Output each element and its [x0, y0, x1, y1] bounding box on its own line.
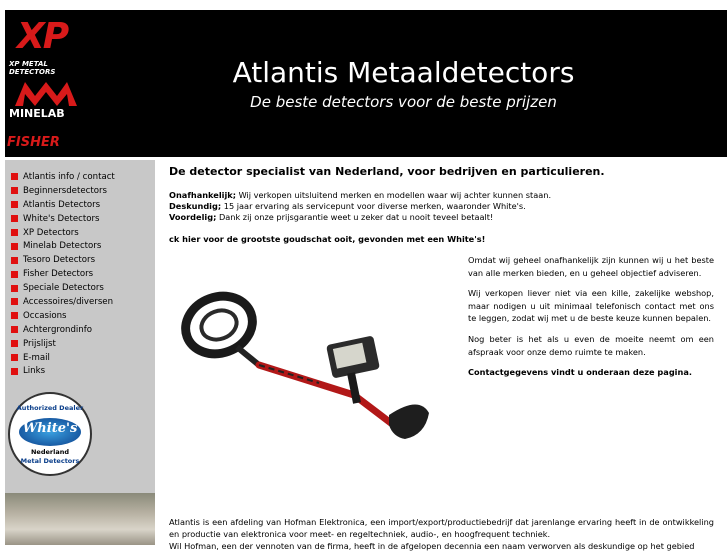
bullet-icon [11, 215, 18, 222]
bullet-icon [11, 312, 18, 319]
nav-item-label: Links [23, 366, 46, 377]
nav-item-atlantis-info[interactable] [5, 170, 155, 184]
nav-item-xp-detectors[interactable] [5, 226, 155, 240]
feature-text: Wij verkopen uitsluitend merken en modellen waar wij achter kunnen staan. [235, 190, 552, 200]
scrolling-marquee-link[interactable]: ck hier voor de grootste goudschat ooit, gevonden met een White's! [169, 234, 486, 244]
feature-text: 15 jaar ervaring als servicepunt voor diverse merken, waaronder White's. [221, 201, 526, 211]
minelab-m-icon [15, 82, 77, 106]
bullet-icon [11, 187, 18, 194]
bullet-icon [11, 285, 18, 292]
feature-term: Onafhankelijk; [169, 190, 236, 200]
nav-item-achtergrondinfo[interactable] [5, 323, 155, 337]
sidebar-nav [5, 160, 155, 378]
bullet-icon [11, 173, 18, 180]
nav-item-speciale-detectors[interactable] [5, 281, 155, 295]
nav-item-email[interactable] [5, 351, 155, 365]
nav-item-label: Occasions [23, 310, 67, 321]
minelab-logo[interactable] [7, 82, 79, 122]
nav-item-minelab-detectors[interactable] [5, 239, 155, 253]
contact-note: Contactgegevens vindt u onderaan deze pagina. [468, 367, 692, 378]
nav-item-label: Minelab Detectors [23, 241, 102, 252]
bullet-icon [11, 243, 18, 250]
site-title: Atlantis Metaaldetectors [232, 56, 575, 89]
bullet-icon [11, 340, 18, 347]
company-paragraph: Atlantis is een afdeling van Hofman Elektronica, een import/export/productiebedrijf dat jarenlange ervaring heeft in de ontwikkeling en productie van elektronica voor meet- en regeltechniek, audio-, en hoogfrequent techniek. [169, 517, 714, 539]
bullet-icon [11, 298, 18, 305]
authorized-dealer-badge [8, 392, 92, 476]
main-heading: De detector specialist van Nederland, voor bedrijven en particulieren. [169, 165, 605, 178]
site-subtitle: De beste detectors voor de beste prijzen [250, 93, 557, 111]
nav-item-label: Achtergrondinfo [23, 324, 93, 335]
nav-item-accessoires[interactable] [5, 295, 155, 309]
nav-item-label: White's Detectors [23, 213, 100, 224]
fisher-logo[interactable] [7, 131, 77, 149]
nav-item-occasions[interactable] [5, 309, 155, 323]
nav-item-label: Accessoires/diversen [23, 296, 114, 307]
fisher-logo-text: FISHER [7, 135, 60, 150]
feature-term: Voordelig; [169, 212, 217, 222]
dealer-badge-brand: White's [22, 421, 78, 436]
bullet-icon [11, 368, 18, 375]
xp-logo[interactable] [7, 16, 79, 78]
xp-logo-mark: XP [17, 16, 68, 57]
dealer-badge-top: Authorized Dealer [16, 404, 84, 412]
intro-paragraph: Omdat wij geheel onafhankelijk zijn kunnen wij u het beste van alle merken bieden, en u geheel objectief adviseren. [468, 255, 714, 278]
company-info-text [169, 517, 714, 552]
nav-item-label: Speciale Detectors [23, 283, 104, 294]
nav-item-label: Atlantis info / contact [23, 171, 115, 182]
nav-item-label: Fisher Detectors [23, 269, 94, 280]
feature-list [169, 190, 551, 223]
nav-item-tesoro-detectors[interactable] [5, 253, 155, 267]
nav-item-label: Beginnersdetectors [23, 185, 107, 196]
nav-item-fisher-detectors[interactable] [5, 267, 155, 281]
bullet-icon [11, 326, 18, 333]
site-header [80, 10, 727, 157]
feature-onafhankelijk [169, 190, 551, 201]
nav-item-label: E-mail [23, 352, 50, 363]
dealer-badge-country: Nederland [30, 448, 69, 456]
nav-item-label: Prijslijst [23, 338, 56, 349]
nav-item-atlantis-detectors[interactable] [5, 198, 155, 212]
feature-voordelig [169, 212, 551, 223]
sidebar-photo [5, 493, 155, 545]
bullet-icon [11, 271, 18, 278]
nav-item-prijslijst[interactable] [5, 337, 155, 351]
nav-item-label: XP Detectors [23, 227, 79, 238]
minelab-logo-text: MINELAB [9, 107, 65, 120]
bullet-icon [11, 229, 18, 236]
bullet-icon [11, 354, 18, 361]
bullet-icon [11, 201, 18, 208]
nav-item-label: Tesoro Detectors [23, 255, 96, 266]
metal-detector-image [179, 285, 449, 475]
feature-deskundig [169, 201, 551, 212]
sidebar [5, 160, 155, 493]
intro-paragraph: Nog beter is het als u even de moeite neemt om een afspraak voor onze demo ruimte te maken. [468, 333, 714, 357]
nav-item-whites-detectors[interactable] [5, 212, 155, 226]
dealer-badge-bottom: Metal Detectors [20, 457, 80, 465]
nav-item-beginnersdetectors[interactable] [5, 184, 155, 198]
intro-paragraph: Wij verkopen liever niet via een kille, zakelijke webshop, maar nodigen u uit minimaal telefonisch contact met ons te leggen, zodat wij met u de beste keuze kunnen bepalen. [468, 288, 714, 324]
feature-term: Deskundig; [169, 201, 222, 211]
intro-text [468, 254, 714, 387]
company-paragraph: Wil Hofman, een der vennoten van de firma, heeft in de afgelopen decennia een naam verworven als deskundige op het gebied [169, 540, 695, 551]
bullet-icon [11, 257, 18, 264]
nav-item-label: Atlantis Detectors [23, 199, 101, 210]
nav-item-links[interactable] [5, 364, 155, 378]
feature-text: Dank zij onze prijsgarantie weet u zeker dat u nooit teveel betaalt! [216, 212, 494, 222]
xp-logo-text: XP METAL DETECTORS [9, 60, 56, 76]
